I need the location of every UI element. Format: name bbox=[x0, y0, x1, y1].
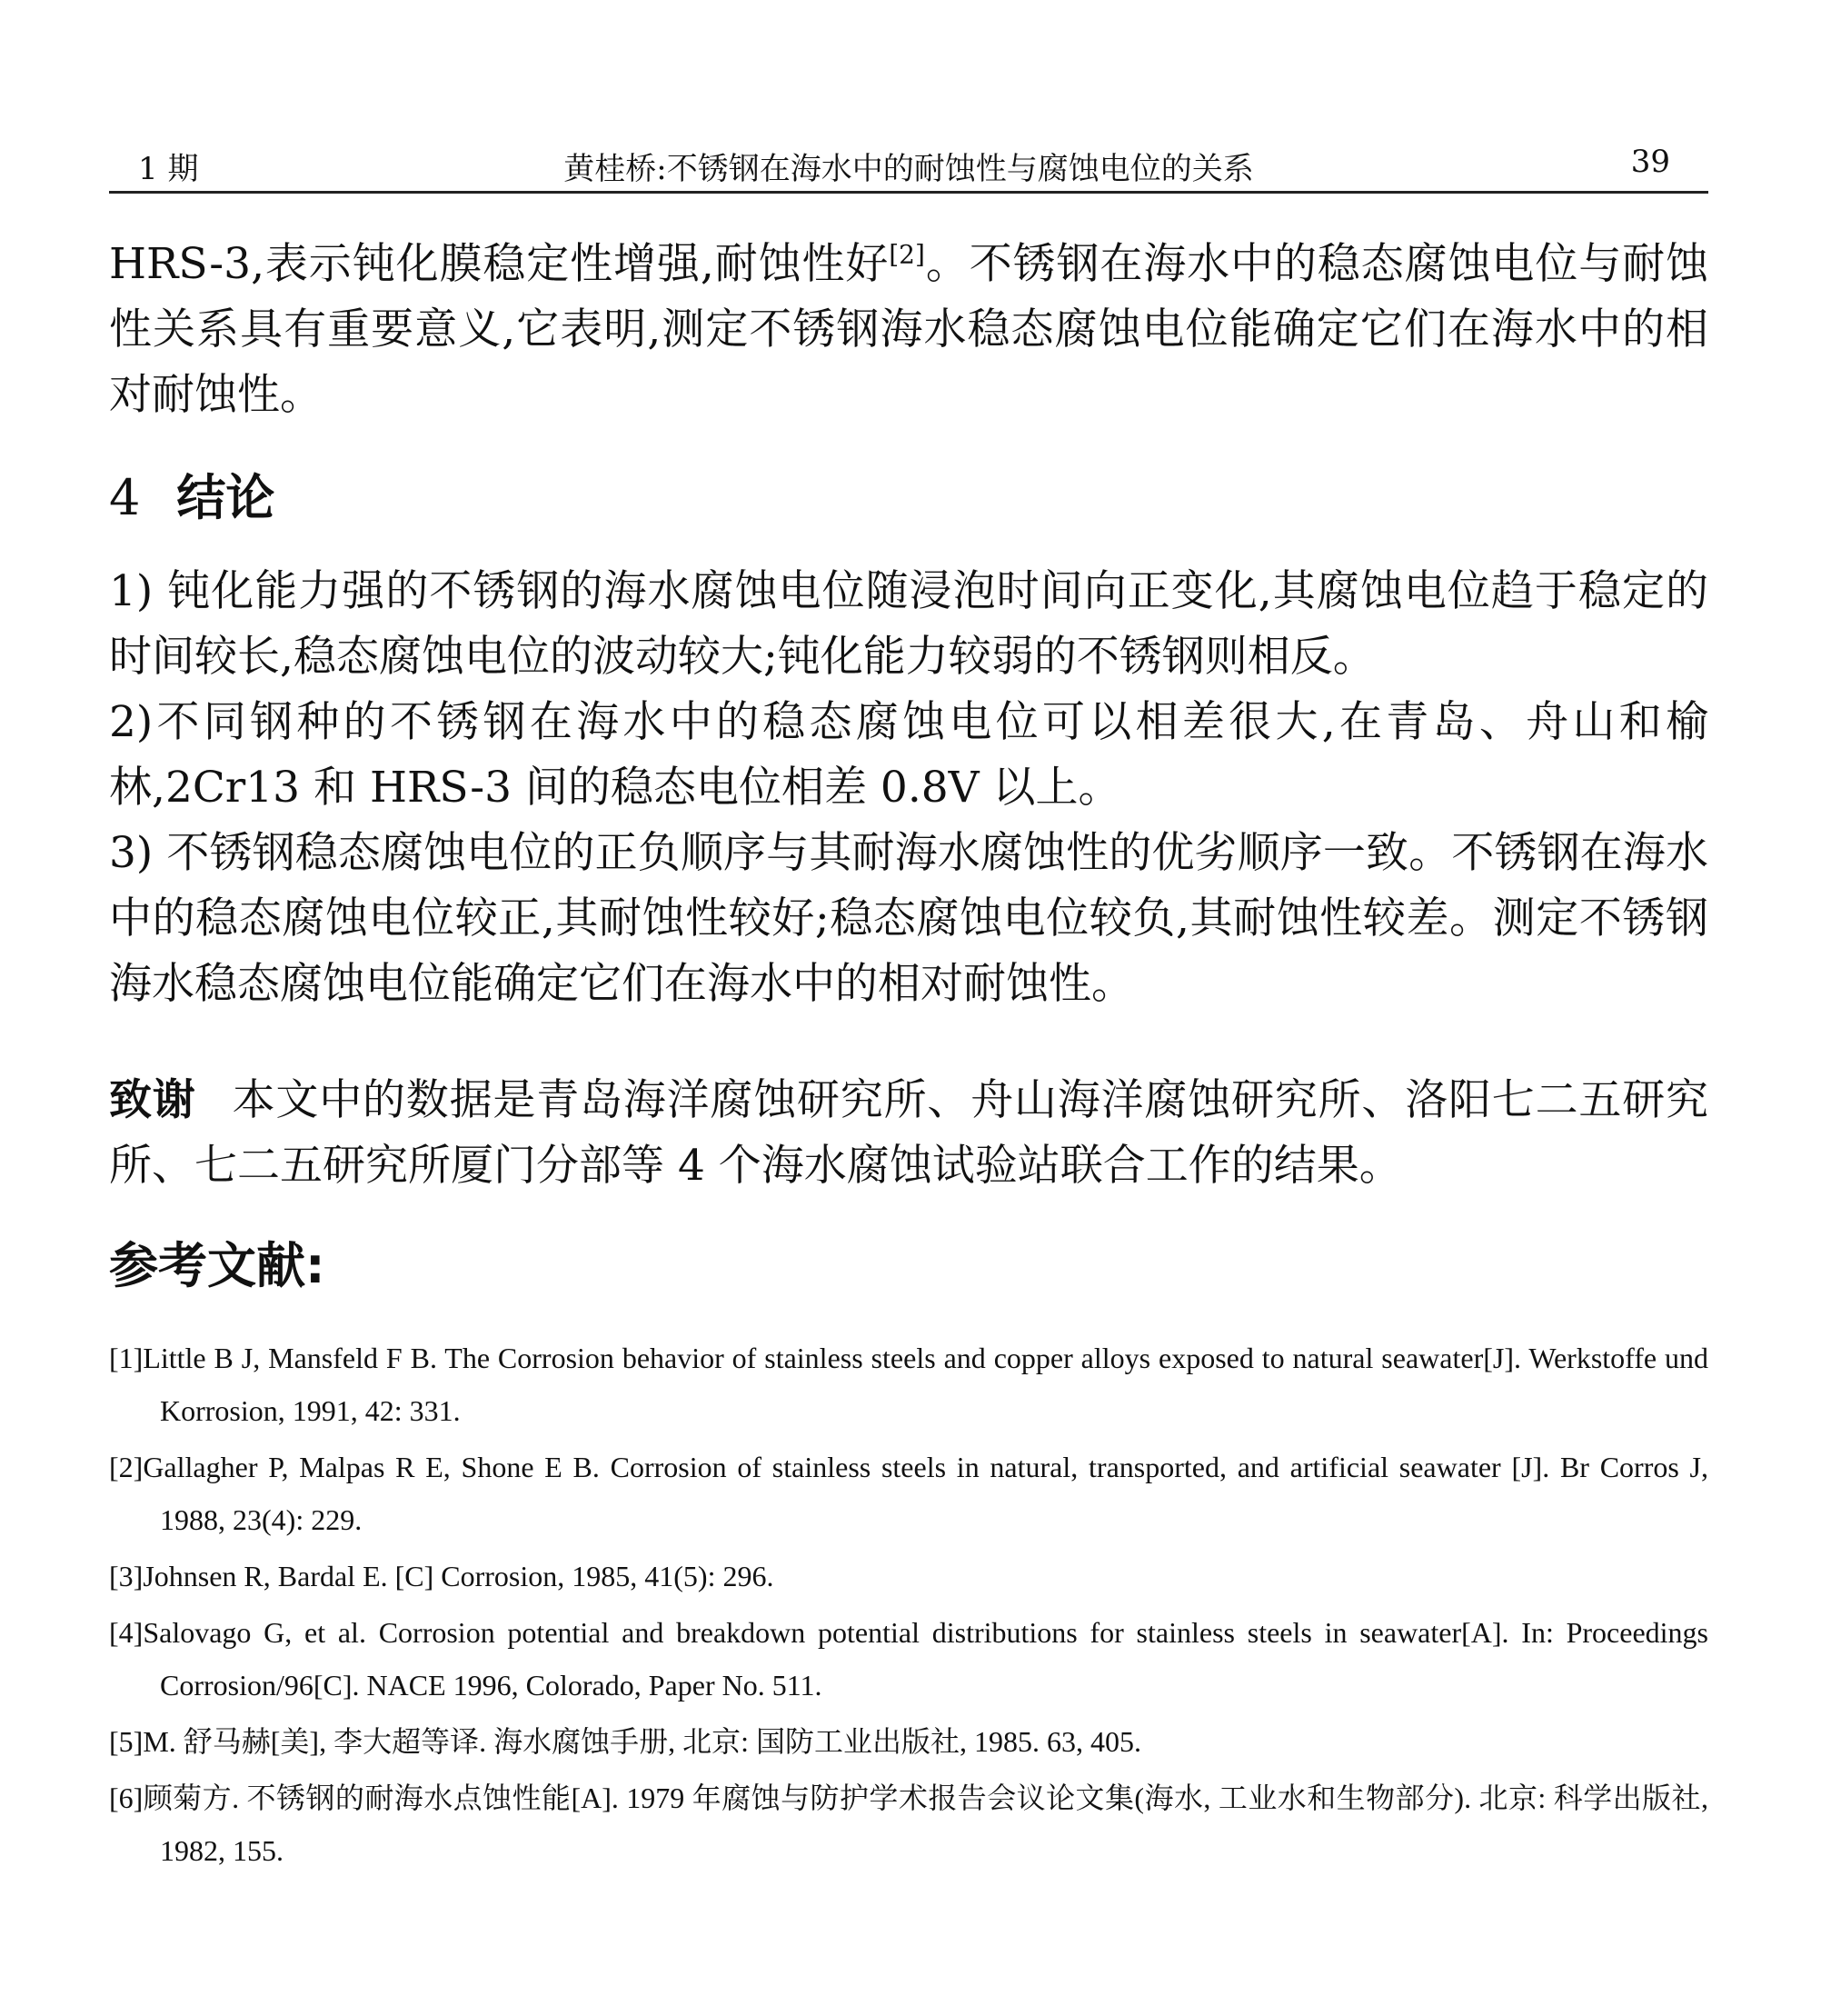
reference-number: [6] bbox=[109, 1781, 144, 1814]
reference-text: 顾菊方. 不锈钢的耐海水点蚀性能[A]. 1979 年腐蚀与防护学术报告会议论文集(海水, 工业水和生物部分). 北京: 科学出版社, 1982, 155. bbox=[143, 1781, 1708, 1867]
references-heading: 参考文献: bbox=[109, 1237, 325, 1294]
reference-item bbox=[109, 1441, 1708, 1546]
reference-text: M. 舒马赫[美], 李大超等译. 海水腐蚀手册, 北京: 国防工业出版社, 1985. 63, 405. bbox=[143, 1725, 1141, 1758]
intro-text: HRS-3,表示钝化膜稳定性增强,耐蚀性好 bbox=[109, 239, 890, 289]
reference-number: [1] bbox=[109, 1342, 144, 1374]
reference-text: Gallagher P, Malpas R E, Shone E B. Corrosion of stainless steels in natural, transported, and artificial seawater [J]. Br Corros J, 1988, 23(4): 229. bbox=[143, 1451, 1708, 1536]
issue-label: 1 期 bbox=[138, 151, 199, 187]
section-title: 结论 bbox=[176, 469, 275, 526]
acknowledgement bbox=[109, 1068, 1708, 1199]
running-title: 黄桂桥:不锈钢在海水中的耐蚀性与腐蚀电位的关系 bbox=[563, 151, 1254, 187]
conclusion-heading bbox=[109, 459, 274, 529]
conclusion-item: 1) 钝化能力强的不锈钢的海水腐蚀电位随浸泡时间向正变化,其腐蚀电位趋于稳定的时间较长,稳态腐蚀电位的波动较大;钝化能力较弱的不锈钢则相反。 bbox=[109, 566, 1708, 682]
intro-paragraph bbox=[109, 232, 1708, 428]
reference-number: [4] bbox=[109, 1616, 144, 1649]
acknowledgement-label: 致谢 bbox=[109, 1075, 196, 1125]
reference-number: [3] bbox=[109, 1560, 144, 1592]
reference-list bbox=[109, 1332, 1708, 1881]
reference-number: [2] bbox=[109, 1451, 144, 1483]
reference-text: Little B J, Mansfeld F B. The Corrosion behavior of stainless steels and copper alloys exposed to natural seawater[J]. Werkstoffe und Korrosion, 1991, 42: 331. bbox=[143, 1342, 1708, 1427]
acknowledgement-text: 本文中的数据是青岛海洋腐蚀研究所、舟山海洋腐蚀研究所、洛阳七二五研究所、七二五研究所厦门分部等 4 个海水腐蚀试验站联合工作的结果。 bbox=[109, 1075, 1709, 1191]
reference-item bbox=[109, 1606, 1708, 1712]
conclusion-item: 2)不同钢种的不锈钢在海水中的稳态腐蚀电位可以相差很大,在青岛、舟山和榆林,2Cr13 和 HRS-3 间的稳态电位相差 0.8V 以上。 bbox=[109, 697, 1708, 813]
reference-text: Johnsen R, Bardal E. [C] Corrosion, 1985, 41(5): 296. bbox=[143, 1560, 774, 1592]
intro-text-continued: 。不锈钢在海水中的稳态腐蚀电位与耐蚀性关系具有重要意义,它表明,测定不锈钢海水稳态腐蚀电位能确定它们在海水中的相对耐蚀性。 bbox=[109, 239, 1708, 420]
running-header bbox=[109, 136, 1708, 194]
reference-item bbox=[109, 1771, 1708, 1877]
section-number: 4 bbox=[109, 469, 141, 526]
reference-item bbox=[109, 1550, 1708, 1602]
reference-number: [5] bbox=[109, 1725, 144, 1758]
page-number: 39 bbox=[1630, 144, 1670, 180]
conclusion-list bbox=[109, 559, 1708, 1017]
reference-text: Salovago G, et al. Corrosion potential and breakdown potential distributions for stainless steels in seawater[A]. In: Proceedings Corrosion/96[C]. NACE 1996, Colorado, Paper No. 511. bbox=[143, 1616, 1708, 1702]
reference-item bbox=[109, 1715, 1708, 1768]
conclusion-item: 3) 不锈钢稳态腐蚀电位的正负顺序与其耐海水腐蚀性的优劣顺序一致。不锈钢在海水中的稳态腐蚀电位较正,其耐蚀性较好;稳态腐蚀电位较负,其耐蚀性较差。测定不锈钢海水稳态腐蚀电位能确定它们在海水中的相对耐蚀性。 bbox=[109, 828, 1708, 1009]
reference-item bbox=[109, 1332, 1708, 1437]
citation-link[interactable]: [2] bbox=[889, 239, 925, 270]
